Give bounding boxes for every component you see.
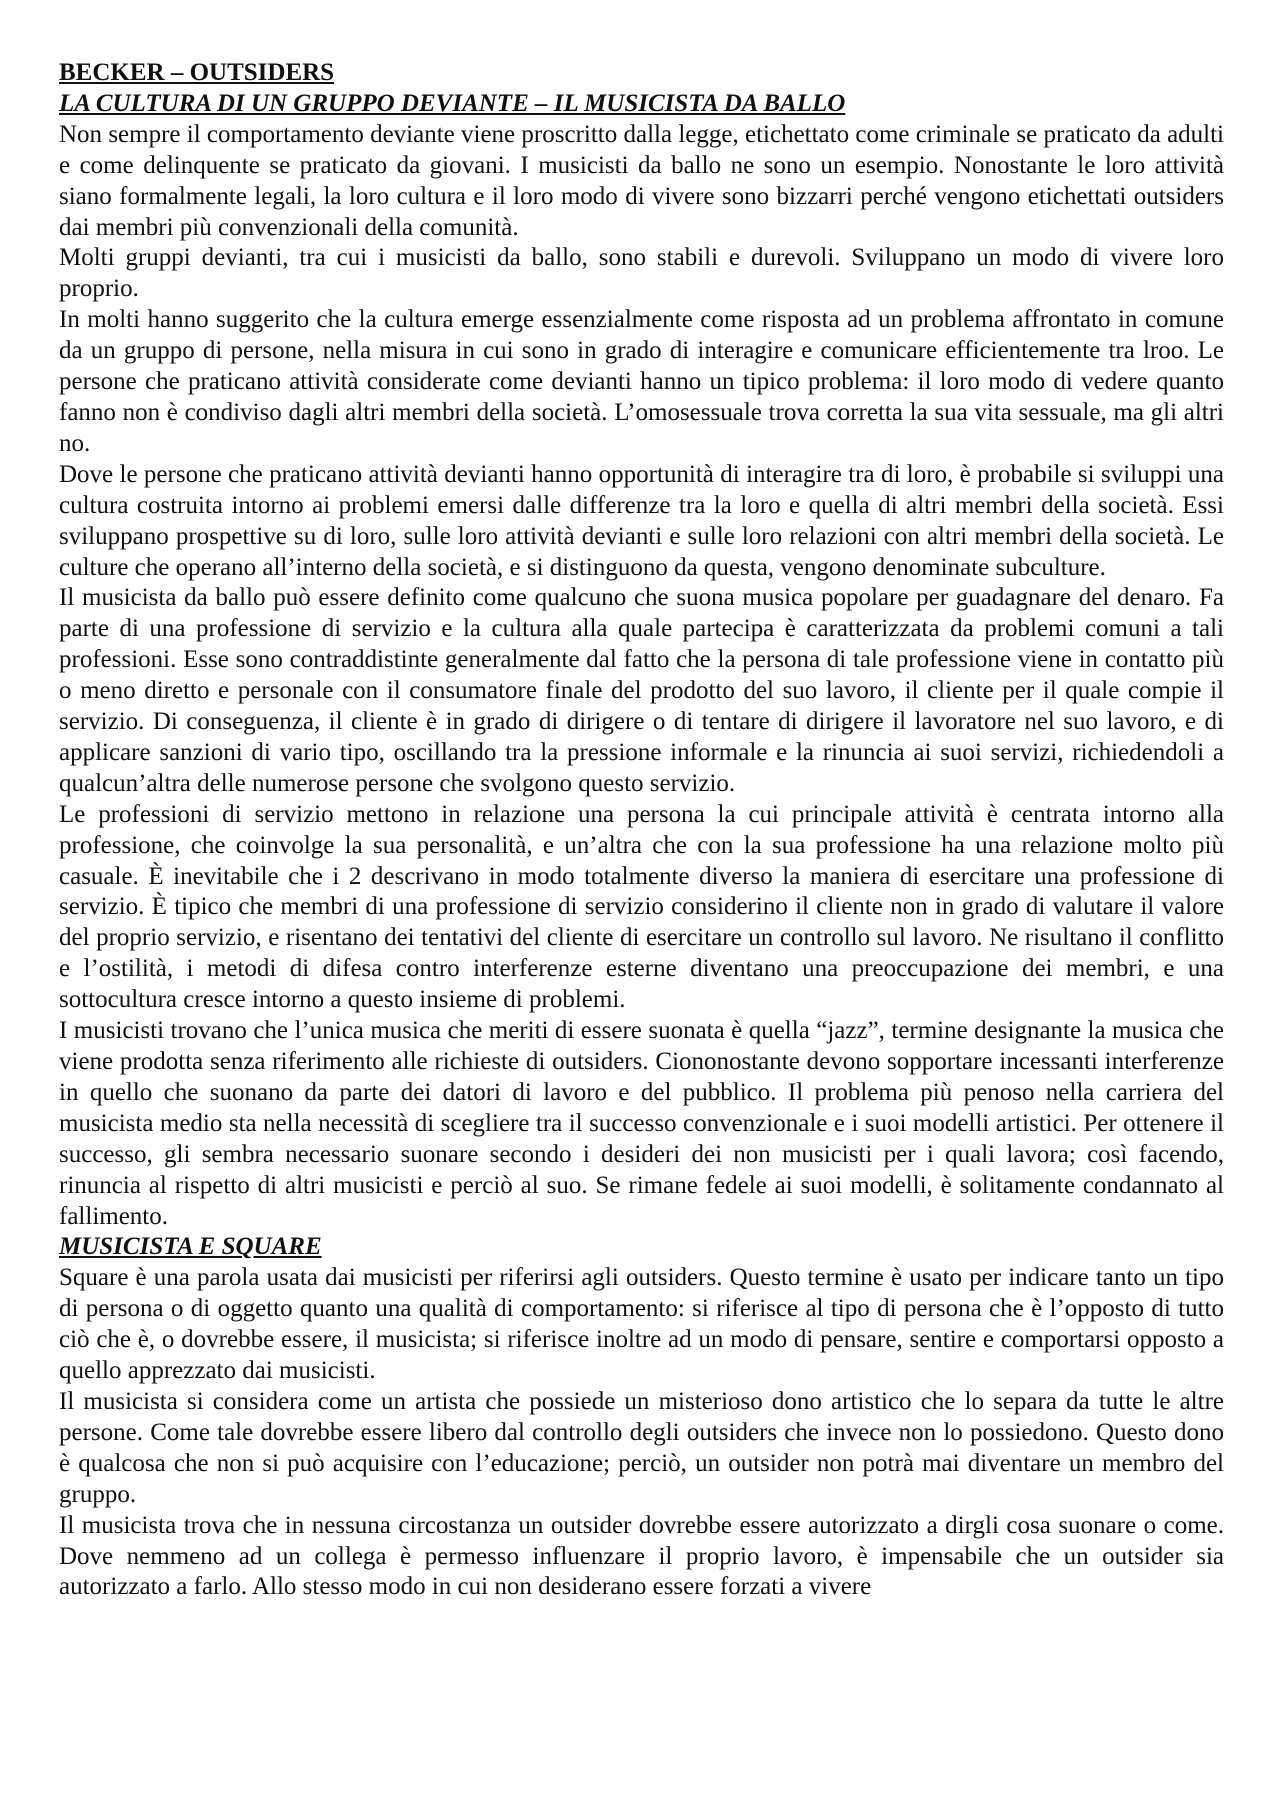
section-heading: MUSICISTA E SQUARE (59, 1233, 322, 1261)
paragraph: Il musicista da ballo può essere definito come qualcuno che suona musica popolare per guadagnare del denaro. Fa parte di una professione di servizio e la cultura alla quale partecipa è caratterizzata da problemi comuni a tali professioni. Esse sono contraddistinte generalmente dal fatto che la persona di tale professione viene in contatto più o meno diretto e personale con il consumatore finale del prodotto del suo lavoro, il cliente per il quale compie il servizio. Di conseguenza, il cliente è in grado di dirigere o di tentare di dirigere il lavoratore nel suo lavoro, e di applicare sanzioni di vario tipo, oscillando tra la pressione informale e la rinuncia ai suoi servizi, richiedendoli a qualcun’altra delle numerose persone che svolgono questo servizio. (59, 584, 1224, 797)
paragraph: Square è una parola usata dai musicisti per riferirsi agli outsiders. Questo termine è usato per indicare tanto un tipo di persona o di oggetto quanto una qualità di comportamento: si riferisce al tipo di persona che è l’opposto di tutto ciò che è, o dovrebbe essere, il musicista; si riferisce inoltre ad un modo di pensare, sentire e comportarsi opposto a quello apprezzato dai musicisti. (59, 1264, 1224, 1385)
paragraph: Il musicista si considera come un artista che possiede un misterioso dono artistico che lo separa da tutte le altre persone. Come tale dovrebbe essere libero dal controllo degli outsiders che invece non lo possiedono. Questo dono è qualcosa che non si può acquisire con l’educazione; perciò, un outsider non potrà mai diventare un membro del gruppo. (59, 1387, 1224, 1508)
paragraph: Il musicista trova che in nessuna circostanza un outsider dovrebbe essere autorizzato a dirgli cosa suonare o come. Dove nemmeno ad un collega è permesso influenzare il proprio lavoro, è impensabile che un outsider sia autorizzato a farlo. Allo stesso modo in cui non desiderano essere forzati a vivere (59, 1511, 1224, 1601)
paragraph: Le professioni di servizio mettono in relazione una persona la cui principale attività è centrata intorno alla professione, che coinvolge la sua personalità, e un’altra che con la sua professione ha una relazione molto più casuale. È inevitabile che i 2 descrivano in modo totalmente diverso la maniera di esercitare una professione di servizio. È tipico che membri di una professione di servizio considerino il cliente non in grado di valutare il valore del proprio servizio, e risentano dei tentativi del cliente di esercitare un controllo sul lavoro. Ne risultano il conflitto e l’ostilità, i metodi di difesa contro interferenze esterne diventano una preoccupazione dei membri, e una sottocultura cresce intorno a questo insieme di problemi. (59, 800, 1224, 1014)
paragraph: Non sempre il comportamento deviante viene proscritto dalla legge, etichettato come criminale se praticato da adulti e come delinquente se praticato da giovani. I musicisti da ballo ne sono un esempio. Nonostante le loro attività siano formalmente legali, la loro cultura e il loro modo di vivere sono bizzarri perché vengono etichettati outsiders dai membri più convenzionali della comunità. (59, 120, 1224, 241)
paragraph: I musicisti trovano che l’unica musica che meriti di essere suonata è quella “jazz”, termine designante la musica che viene prodotta senza riferimento alle richieste di outsiders. Ciononostante devono sopportare incessanti interferenze in quello che suonano da parte dei datori di lavoro e del pubblico. Il problema più penoso nella carriera del musicista medio sta nella necessità di scegliere tra il successo convenzionale e i suoi modelli artistici. Per ottenere il successo, gli sembra necessario suonare secondo i desideri dei non musicisti per i quali lavora; così facendo, rinuncia al rispetto di altri musicisti e perciò al suo. Se rimane fedele ai suoi modelli, è solitamente condannato al fallimento. (59, 1017, 1224, 1230)
paragraph: Dove le persone che praticano attività devianti hanno opportunità di interagire tra di loro, è probabile si sviluppi una cultura costruita intorno ai problemi emersi dalle differenze tra la loro e quella di altri membri della società. Essi sviluppano prospettive su di loro, sulle loro attività devianti e sulle loro relazioni con altri membri della società. Le culture che operano all’interno della società, e si distinguono da questa, vengono denominate subculture. (59, 460, 1224, 581)
document-title: BECKER – OUTSIDERS (59, 59, 335, 86)
document-page (59, 58, 1224, 1603)
document-subtitle: LA CULTURA DI UN GRUPPO DEVIANTE – IL MUSICISTA DA BALLO (59, 89, 846, 117)
paragraph: In molti hanno suggerito che la cultura emerge essenzialmente come risposta ad un problema affrontato in comune da un gruppo di persone, nella misura in cui sono in grado di interagire e comunicare efficientemente tra lroo. Le persone che praticano attività considerate come devianti hanno un tipico problema: il loro modo di vedere quanto fanno non è condiviso dagli altri membri della società. L’omosessuale trova corretta la sua vita sessuale, ma gli altri no. (59, 306, 1224, 457)
paragraph: Molti gruppi devianti, tra cui i musicisti da ballo, sono stabili e durevoli. Sviluppano un modo di vivere loro proprio. (59, 244, 1224, 303)
